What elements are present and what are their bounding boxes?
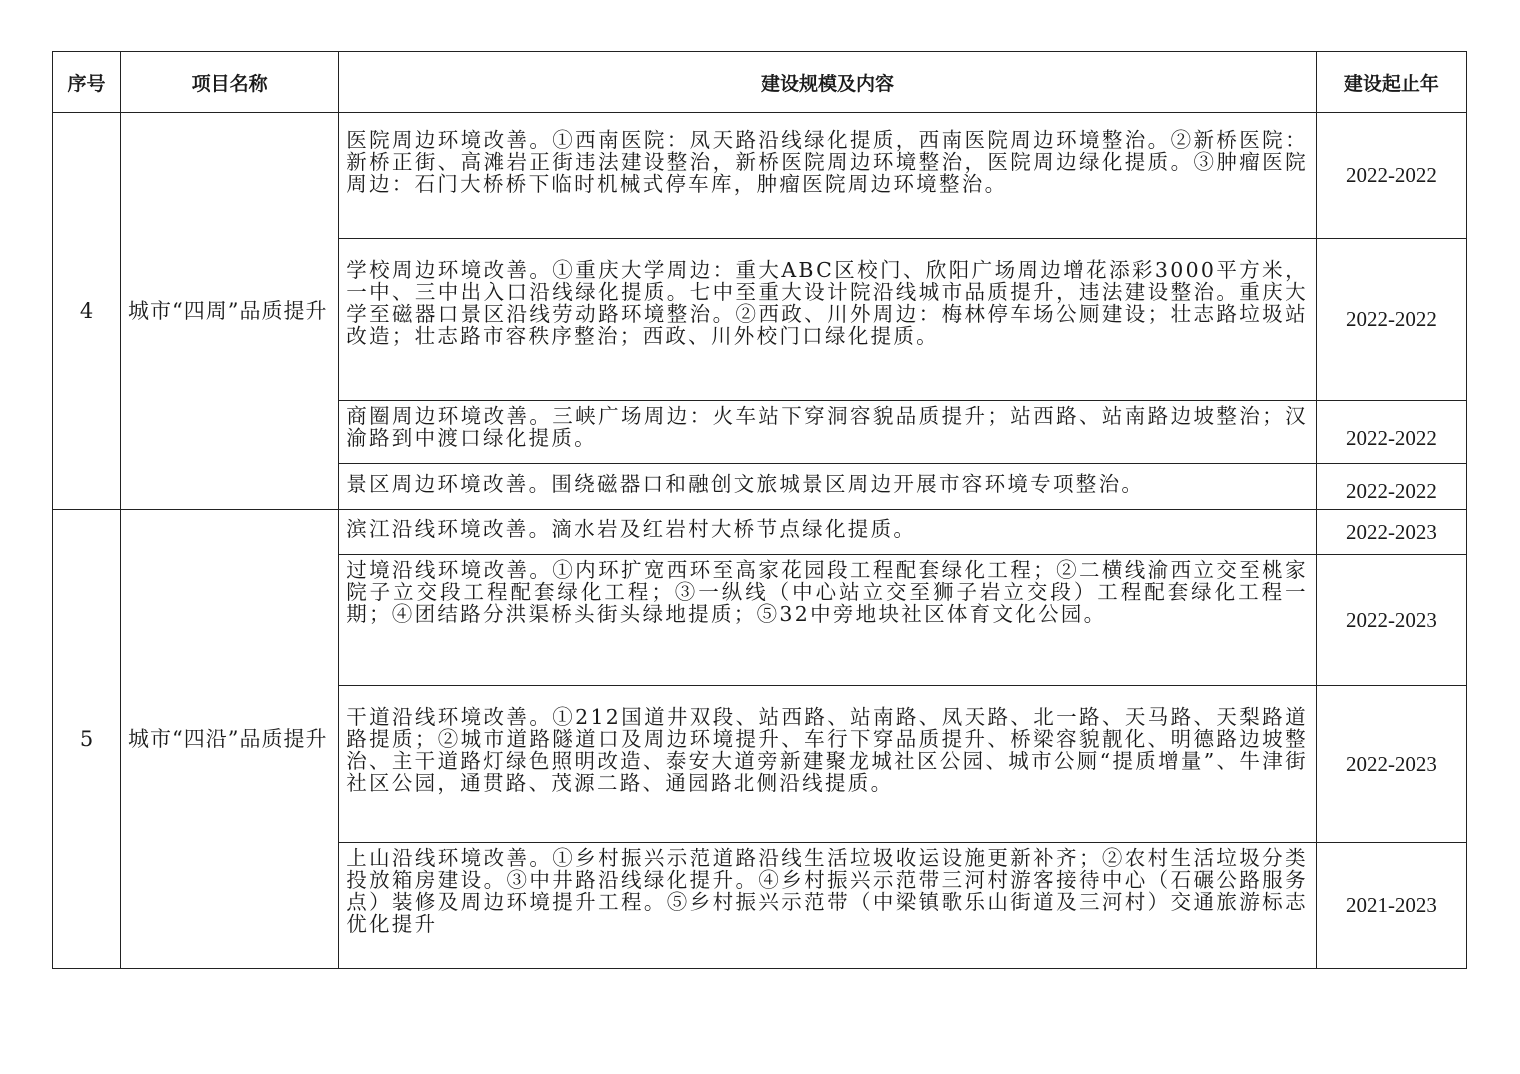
- group-name: 城市“四沿”品质提升: [121, 510, 339, 969]
- row-year: 2021-2023: [1316, 843, 1466, 969]
- table-header-row: [53, 52, 1467, 113]
- row-content: 景区周边环境改善。围绕磁器口和融创文旅城景区周边开展市容环境专项整治。: [339, 464, 1317, 510]
- group-name: 城市“四周”品质提升: [121, 113, 339, 510]
- header-no: 序号: [53, 52, 121, 113]
- header-content: 建设规模及内容: [339, 52, 1317, 113]
- row-year: 2022-2022: [1316, 464, 1466, 510]
- row-content: 商圈周边环境改善。三峡广场周边：火车站下穿洞容貌品质提升；站西路、站南路边坡整治；汉渝路到中渡口绿化提质。: [339, 401, 1317, 464]
- row-content: 干道沿线环境改善。①212国道井双段、站西路、站南路、凤天路、北一路、天马路、天梨路道路提质；②城市道路隧道口及周边环境提升、车行下穿品质提升、桥梁容貌靓化、明德路边坡整治、主干道路灯绿色照明改造、泰安大道旁新建聚龙城社区公园、城市公厕“提质增量”、牛津街社区公园，通贯路、茂源二路、通园路北侧沿线提质。: [339, 686, 1317, 843]
- row-year: 2022-2022: [1316, 401, 1466, 464]
- row-year: 2022-2023: [1316, 555, 1466, 686]
- table-row: [53, 510, 1467, 555]
- header-name: 项目名称: [121, 52, 339, 113]
- row-year: 2022-2023: [1316, 686, 1466, 843]
- row-year: 2022-2023: [1316, 510, 1466, 555]
- group-no: 5: [53, 510, 121, 969]
- table-row: [53, 113, 1467, 239]
- row-content: 学校周边环境改善。①重庆大学周边：重大ABC区校门、欣阳广场周边增花添彩3000平方米，一中、三中出入口沿线绿化提质。七中至重大设计院沿线城市品质提升，违法建设整治。重庆大学至磁器口景区沿线劳动路环境整治。②西政、川外周边：梅林停车场公厕建设；壮志路垃圾站改造；壮志路市容秩序整治；西政、川外校门口绿化提质。: [339, 239, 1317, 401]
- row-year: 2022-2022: [1316, 113, 1466, 239]
- row-content: 滨江沿线环境改善。滴水岩及红岩村大桥节点绿化提质。: [339, 510, 1317, 555]
- row-content: 过境沿线环境改善。①内环扩宽西环至高家花园段工程配套绿化工程；②二横线渝西立交至桃家院子立交段工程配套绿化工程；③一纵线（中心站立交至狮子岩立交段）工程配套绿化工程一期；④团结路分洪渠桥头街头绿地提质；⑤32中旁地块社区体育文化公园。: [339, 555, 1317, 686]
- row-content: 上山沿线环境改善。①乡村振兴示范道路沿线生活垃圾收运设施更新补齐；②农村生活垃圾分类投放箱房建设。③中井路沿线绿化提升。④乡村振兴示范带三河村游客接待中心（石碾公路服务点）装修及周边环境提升工程。⑤乡村振兴示范带（中梁镇歌乐山街道及三河村）交通旅游标志优化提升: [339, 843, 1317, 969]
- group-no: 4: [53, 113, 121, 510]
- row-content: 医院周边环境改善。①西南医院：凤天路沿线绿化提质，西南医院周边环境整治。②新桥医院：新桥正街、高滩岩正街违法建设整治，新桥医院周边环境整治，医院周边绿化提质。③肿瘤医院周边：石门大桥桥下临时机械式停车库，肿瘤医院周边环境整治。: [339, 113, 1317, 239]
- project-table: [52, 51, 1467, 969]
- row-year: 2022-2022: [1316, 239, 1466, 401]
- header-year: 建设起止年: [1316, 52, 1466, 113]
